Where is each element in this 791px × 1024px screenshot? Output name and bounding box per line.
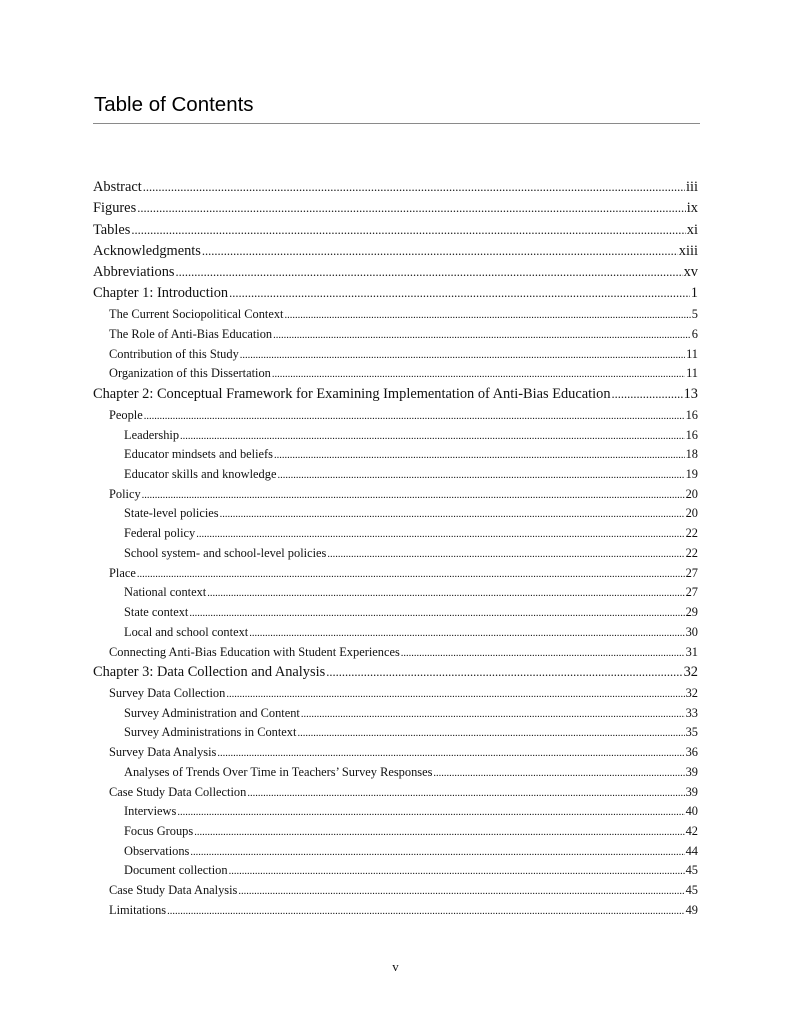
toc-entry-page: 20 <box>685 506 698 521</box>
toc-entry-page: 22 <box>685 526 698 541</box>
dot-leader <box>274 446 685 465</box>
toc-entry-page: 32 <box>683 664 698 681</box>
dot-leader <box>217 744 684 763</box>
toc-entry[interactable] <box>93 177 698 198</box>
toc-entry-page: 11 <box>686 346 698 361</box>
toc-entry[interactable] <box>93 262 698 283</box>
dot-leader <box>137 198 686 219</box>
toc-entry-page: 36 <box>685 744 698 759</box>
toc-entry[interactable] <box>93 901 698 921</box>
dot-leader <box>238 882 684 901</box>
toc-entry[interactable] <box>93 822 698 842</box>
toc-entry-label: Survey Data Collection <box>109 685 226 700</box>
toc-entry-label: Case Study Data Analysis <box>109 883 238 898</box>
toc-entry[interactable] <box>93 881 698 901</box>
dot-leader <box>401 644 685 663</box>
toc-entry-page: 29 <box>685 605 698 620</box>
page-number: v <box>392 959 399 974</box>
toc-entry[interactable] <box>93 384 698 405</box>
toc-entry-page: 40 <box>685 804 698 819</box>
toc-entry-label: Survey Administration and Content <box>124 705 300 720</box>
toc-entry-label: Analyses of Trends Over Time in Teachers’ Survey Responses <box>124 764 433 779</box>
toc-entry-label: Document collection <box>124 863 228 878</box>
toc-entry[interactable] <box>93 723 698 743</box>
toc-entry-label: Organization of this Dissertation <box>109 366 271 381</box>
toc-entry[interactable] <box>93 283 698 304</box>
dot-leader <box>207 584 684 603</box>
toc-entry[interactable] <box>93 684 698 704</box>
toc-entry[interactable] <box>93 325 698 345</box>
dot-leader <box>297 724 684 743</box>
dot-leader <box>176 262 683 283</box>
toc-entry-label: Place <box>109 565 136 580</box>
toc-entry-page: 39 <box>685 764 698 779</box>
toc-entry[interactable] <box>93 241 698 262</box>
toc-entry[interactable] <box>93 662 698 683</box>
toc-entry[interactable] <box>93 504 698 524</box>
toc-entry-label: Connecting Anti-Bias Education with Student Experiences <box>109 644 400 659</box>
toc-entry-label: State context <box>124 605 189 620</box>
dot-leader <box>612 384 683 405</box>
toc-entry[interactable] <box>93 345 698 365</box>
dot-leader <box>143 177 685 198</box>
toc-entry[interactable] <box>93 861 698 881</box>
toc-entry-page: 31 <box>685 644 698 659</box>
toc-entry-page: 27 <box>685 585 698 600</box>
toc-entry-label: The Current Sociopolitical Context <box>109 306 284 321</box>
toc-entry-label: Abbreviations <box>93 264 175 281</box>
toc-entry-label: School system- and school-level policies <box>124 545 327 560</box>
dot-leader <box>301 705 685 724</box>
dot-leader <box>167 902 684 921</box>
dot-leader <box>229 862 685 881</box>
dot-leader <box>190 843 684 862</box>
toc-entry-page: 19 <box>685 466 698 481</box>
dot-leader <box>202 241 678 262</box>
dot-leader <box>226 685 684 704</box>
toc-entry-label: Figures <box>93 200 137 217</box>
dot-leader <box>196 525 684 544</box>
toc-entry-label: Survey Administrations in Context <box>124 725 297 740</box>
toc-entry-page: 39 <box>685 784 698 799</box>
toc-entry-label: State-level policies <box>124 506 219 521</box>
toc-entry-label: Acknowledgments <box>93 242 201 259</box>
toc-entry-page: 20 <box>685 486 698 501</box>
toc-entry-page: xi <box>686 221 698 238</box>
dot-leader <box>272 365 685 384</box>
toc-entry[interactable] <box>93 305 698 325</box>
toc-entry-page: 35 <box>685 725 698 740</box>
dot-leader <box>433 764 684 783</box>
toc-entry-page: 11 <box>686 366 698 381</box>
toc-entry-page: 13 <box>683 386 698 403</box>
toc-entry-label: Educator mindsets and beliefs <box>124 447 273 462</box>
toc-entry-label: Local and school context <box>124 624 249 639</box>
toc-entry-label: Interviews <box>124 804 177 819</box>
toc-entry-label: Federal policy <box>124 526 196 541</box>
toc-entry-page: iii <box>686 179 698 195</box>
toc-entry-page: 27 <box>685 565 698 580</box>
dot-leader <box>327 545 684 564</box>
toc-entry-page: 45 <box>685 863 698 878</box>
dot-leader <box>142 486 685 505</box>
toc-entry[interactable] <box>93 603 698 623</box>
dot-leader <box>240 346 685 365</box>
toc-entry-page: xiii <box>678 242 698 259</box>
dot-leader <box>189 604 684 623</box>
toc-entry-page: 18 <box>685 447 698 462</box>
toc-entry[interactable] <box>93 465 698 485</box>
dot-leader <box>326 662 682 683</box>
toc-entry-label: People <box>109 407 143 422</box>
toc-entry-label: Educator skills and knowledge <box>124 466 277 481</box>
toc-entry[interactable] <box>93 623 698 643</box>
toc-entry-page: xv <box>683 264 698 281</box>
toc-entry[interactable] <box>93 364 698 384</box>
toc-entry[interactable] <box>93 544 698 564</box>
toc-entry-page: 22 <box>685 545 698 560</box>
toc-entry-label: Limitations <box>109 903 167 918</box>
toc-entry-page: 42 <box>685 824 698 839</box>
toc-entry-page: 30 <box>685 624 698 639</box>
dot-leader <box>277 466 684 485</box>
toc-entry-page: ix <box>686 200 698 217</box>
toc-entry[interactable] <box>93 445 698 465</box>
toc-entry[interactable] <box>93 704 698 724</box>
toc-entry-label: Contribution of this Study <box>109 346 239 361</box>
toc-entry[interactable] <box>93 524 698 544</box>
toc-entry-page: 32 <box>685 685 698 700</box>
toc-entry-label: Case Study Data Collection <box>109 784 247 799</box>
toc-entry-page: 1 <box>690 285 698 302</box>
toc-entry-page: 49 <box>685 903 698 918</box>
toc-entry[interactable] <box>93 743 698 763</box>
toc-entry-label: Chapter 3: Data Collection and Analysis <box>93 664 326 681</box>
dot-leader <box>194 823 684 842</box>
dot-leader <box>144 407 685 426</box>
toc-entry[interactable] <box>93 426 698 446</box>
toc-entry[interactable] <box>93 564 698 584</box>
dot-leader <box>220 505 685 524</box>
dot-leader <box>229 283 690 304</box>
dot-leader <box>131 220 685 241</box>
toc-entry-page: 16 <box>685 427 698 442</box>
title-divider <box>93 123 700 124</box>
toc-entry[interactable] <box>93 198 698 219</box>
toc-entry-page: 44 <box>685 843 698 858</box>
toc-entry[interactable] <box>93 220 698 241</box>
toc-entry[interactable] <box>93 643 698 663</box>
toc-entry-label: Policy <box>109 486 141 501</box>
toc-entry-page: 45 <box>685 883 698 898</box>
dot-leader <box>284 306 690 325</box>
toc-entry-label: Survey Data Analysis <box>109 744 217 759</box>
toc-entry[interactable] <box>93 802 698 822</box>
toc-entry-label: The Role of Anti-Bias Education <box>109 326 273 341</box>
toc-entry[interactable] <box>93 763 698 783</box>
dot-leader <box>180 427 685 446</box>
toc-entry[interactable] <box>93 842 698 862</box>
toc-entry-label: Tables <box>93 221 131 238</box>
dot-leader <box>249 624 684 643</box>
toc-entry-page: 16 <box>685 407 698 422</box>
dot-leader <box>137 565 685 584</box>
toc-entry[interactable] <box>93 485 698 505</box>
toc-entry[interactable] <box>93 406 698 426</box>
toc-entry-page: 5 <box>691 306 698 321</box>
toc-entry-label: Focus Groups <box>124 824 194 839</box>
dot-leader <box>273 326 691 345</box>
toc-entry[interactable] <box>93 583 698 603</box>
toc-entry[interactable] <box>93 783 698 803</box>
toc-entry-page: 6 <box>691 326 698 341</box>
toc-entry-label: Chapter 2: Conceptual Framework for Examining Implementation of Anti-Bias Education <box>93 386 611 403</box>
toc-entry-label: Abstract <box>93 179 142 195</box>
toc-entry-label: Leadership <box>124 427 180 442</box>
toc-entry-label: Chapter 1: Introduction <box>93 285 229 302</box>
dot-leader <box>177 803 684 822</box>
table-of-contents <box>93 177 698 921</box>
toc-entry-label: National context <box>124 585 207 600</box>
dot-leader <box>247 784 684 803</box>
toc-entry-label: Observations <box>124 843 190 858</box>
toc-entry-page: 33 <box>685 705 698 720</box>
page-title: Table of Contents <box>94 93 254 116</box>
